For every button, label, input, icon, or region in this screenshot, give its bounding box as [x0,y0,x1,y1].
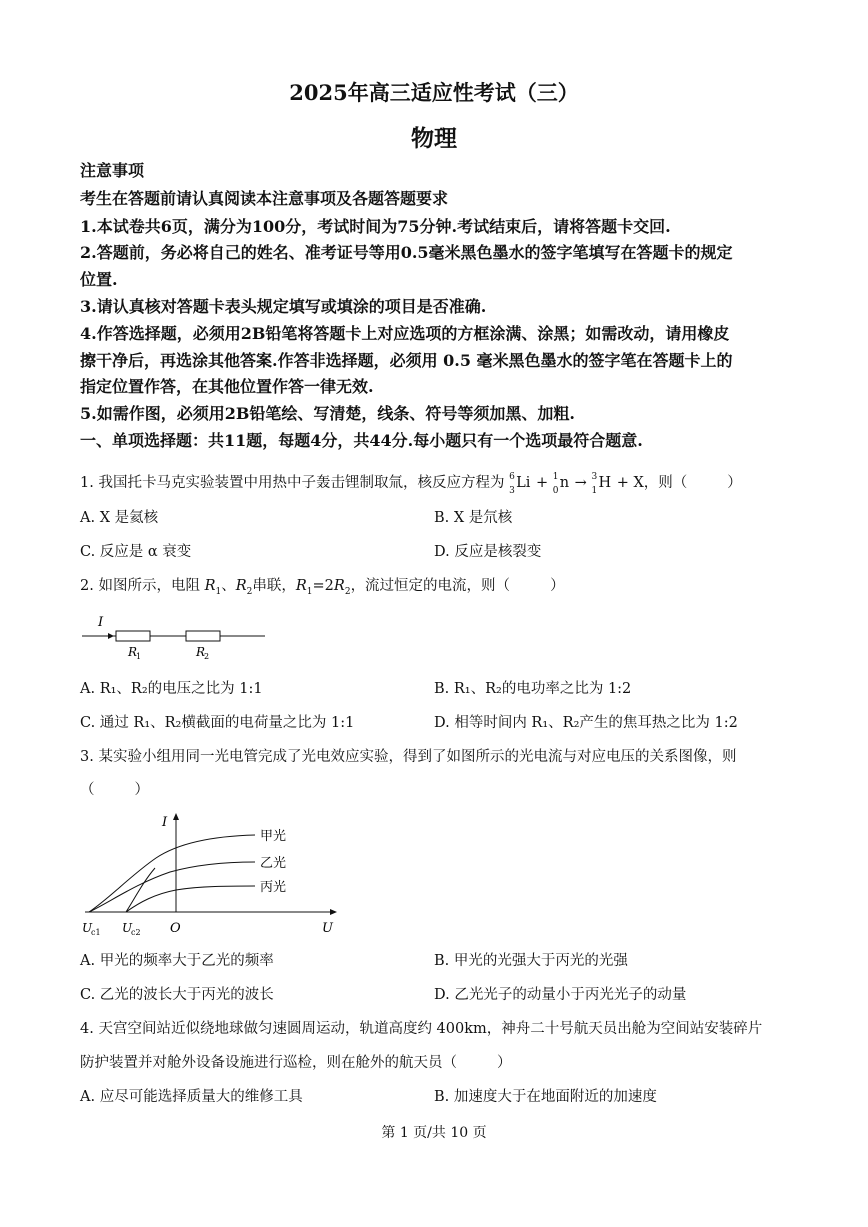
question-4-stem: 4. 天宫空间站近似绕地球做匀速圆周运动，轨道高度约 400km，神舟二十号航天员出舱为空间站安装碎片 [80,1021,763,1037]
q2-option-b[interactable]: B. R₁、R₂的电功率之比为 1:2 [434,681,632,697]
notice-heading: 注意事项 [80,161,145,180]
notice-item-4: 4.作答选择题，必须用2B铅笔将答题卡上对应选项的方框涂满、涂黑；如需改动，请用橡皮 [80,324,730,343]
curve-bing [126,886,255,912]
u-axis-arrow-icon [330,909,337,915]
q2-option-d[interactable]: D. 相等时间内 R₁、R₂产生的焦耳热之比为 1:2 [434,715,738,731]
page-number: 第 1 页/共 10 页 [381,1125,487,1141]
curve-label-jia: 甲光 [260,829,287,844]
u-axis-label: U [322,921,333,936]
i-axis-arrow-icon [173,813,179,820]
notice-item-1: 1.本试卷共6页，满分为100分，考试时间为75分钟.考试结束后，请将答题卡交回. [80,217,671,236]
resistor-r2 [186,631,220,641]
q4-option-b[interactable]: B. 加速度大于在地面附近的加速度 [434,1089,657,1105]
notice-item-4-cont2: 指定位置作答，在其他位置作答一律无效. [80,377,374,396]
curve-yi [89,862,255,912]
q3-option-d[interactable]: D. 乙光光子的动量小于丙光光子的动量 [434,987,687,1003]
current-arrow-icon [108,633,114,639]
q1-option-a[interactable]: A. X 是氦核 [80,510,159,526]
question-1-stem: 1. 我国托卡马克实验装置中用热中子轰击锂制取氚，核反应方程为 6 3 Li + 1 0 n → 3 1 H + X，则（ ） [80,472,742,496]
section-heading: 一、单项选择题：共11题，每题4分，共44分.每小题只有一个选项最符合题意. [80,431,643,450]
curve-label-yi: 乙光 [260,856,287,871]
series-circuit-figure [80,610,280,665]
question-3-stem: 3. 某实验小组用同一光电管完成了光电效应实验，得到了如图所示的光电流与对应电压的关系图像，则 [80,749,737,765]
nuclide-li: 6 3 Li [509,472,531,496]
q4-option-a[interactable]: A. 应尽可能选择质量大的维修工具 [80,1089,303,1105]
origin-label: O [170,921,181,936]
r2-label: R [196,645,206,659]
question-3-paren: （ ） [80,782,149,798]
uc2-label: U [122,921,133,935]
iv-graph-figure [80,810,350,940]
exam-title: 2025年高三适应性考试（三） [289,80,579,105]
uc1-label: U [82,921,93,935]
curve-jia [89,835,255,912]
q1-option-d[interactable]: D. 反应是核裂变 [434,544,542,560]
r2-label-sub: 2 [204,652,210,661]
notice-item-2-cont: 位置. [80,270,118,289]
curve-label-bing: 丙光 [260,880,287,895]
current-label: I [98,615,104,630]
q2-option-a[interactable]: A. R₁、R₂的电压之比为 1:1 [80,681,263,697]
notice-item-4-cont: 擦干净后，再选涂其他答案.作答非选择题，必须用 0.5 毫米黑色墨水的签字笔在答题卡上的 [80,351,733,370]
notice-item-3: 3.请认真核对答题卡表头规定填写或填涂的项目是否准确. [80,297,487,316]
q3-option-c[interactable]: C. 乙光的波长大于丙光的波长 [80,987,274,1003]
nuclide-h: 3 1 H [591,472,612,496]
uc1-sub: c1 [91,928,101,937]
question-2-stem: 2. 如图所示，电阻 $R_1$、$R_2$串联，$R_1=2R_2$，流过恒定的电流，则（ ） [80,578,565,597]
q2-option-c[interactable]: C. 通过 R₁、R₂横截面的电荷量之比为 1:1 [80,715,355,731]
subject-title: 物理 [411,125,457,152]
q1-option-b[interactable]: B. X 是氘核 [434,510,513,526]
r1-label: R [128,645,138,659]
q1-option-c[interactable]: C. 反应是 α 衰变 [80,544,192,560]
question-4-stem-cont: 防护装置并对舱外设备设施进行巡检，则在舱外的航天员（ ） [80,1055,512,1071]
r1-label-sub: 1 [136,652,142,661]
i-axis-label: I [162,815,168,830]
notice-item-5: 5.如需作图，必须用2B铅笔绘、写清楚，线条、符号等须加黑、加粗. [80,404,575,423]
q3-option-b[interactable]: B. 甲光的光强大于丙光的光强 [434,953,628,969]
resistor-r1 [116,631,150,641]
uc2-sub: c2 [131,928,141,937]
notice-item-2: 2.答题前，务必将自己的姓名、准考证号等用0.5毫米黑色墨水的签字笔填写在答题卡的规定 [80,243,733,262]
notice-intro: 考生在答题前请认真阅读本注意事项及各题答题要求 [80,189,449,208]
q3-option-a[interactable]: A. 甲光的频率大于乙光的频率 [80,953,274,969]
nuclide-n: 1 0 n [552,472,570,496]
